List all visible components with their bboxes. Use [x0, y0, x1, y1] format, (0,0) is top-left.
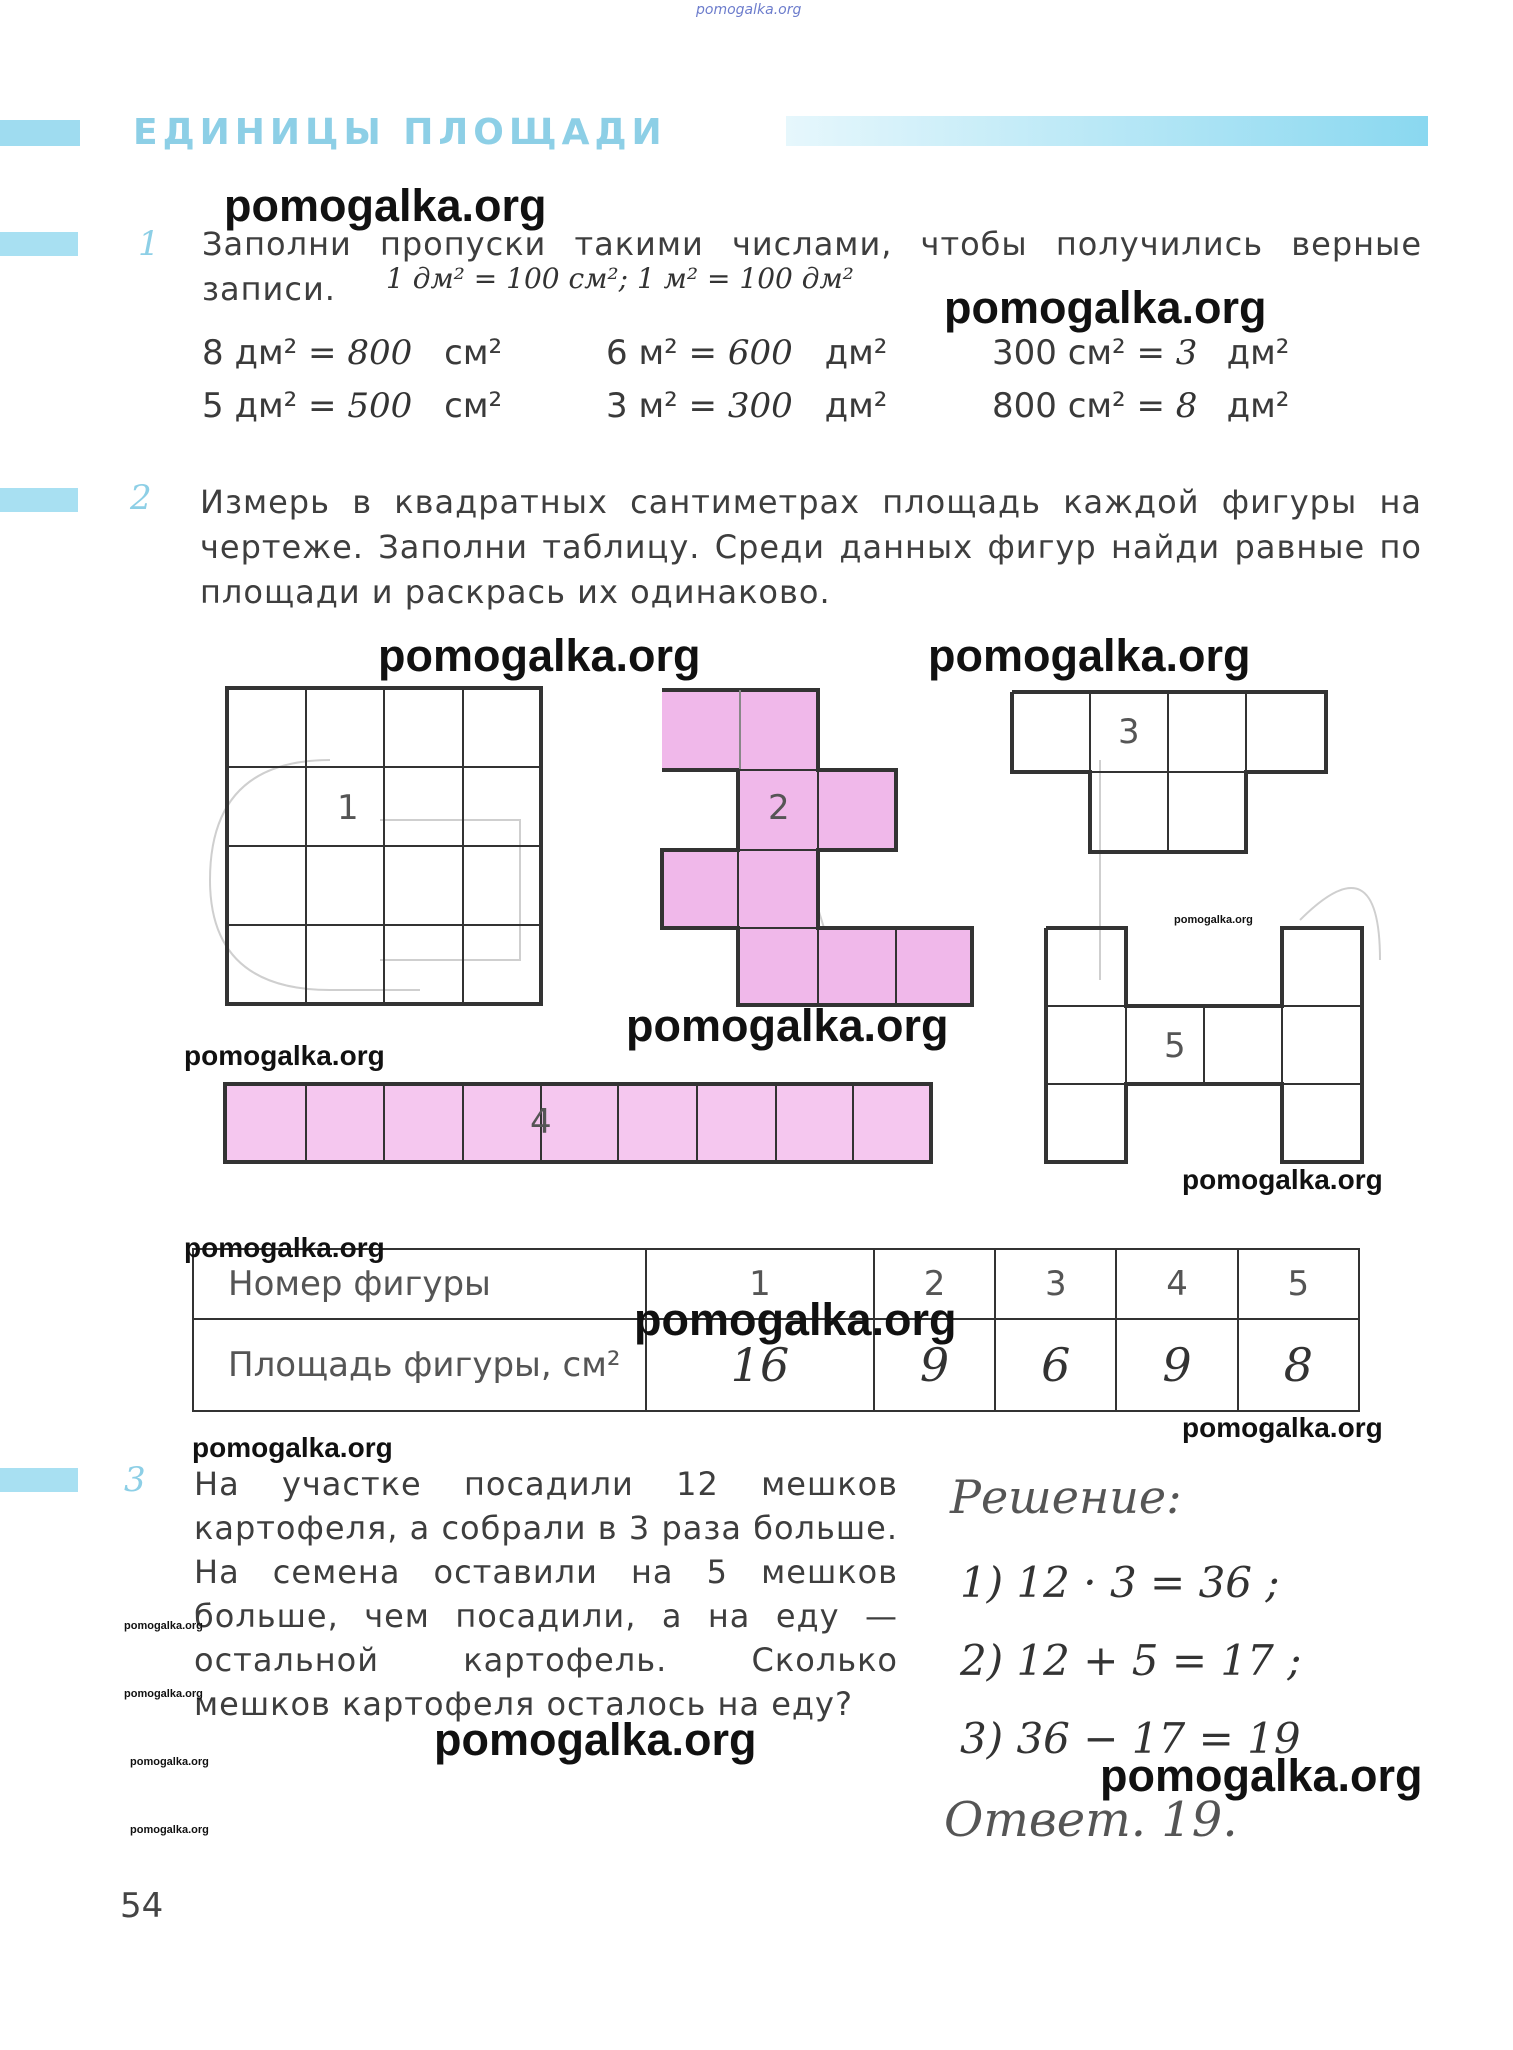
- figure-4: [225, 1084, 931, 1162]
- figure-4-label: 4: [530, 1102, 552, 1142]
- figure-3-label: 3: [1118, 712, 1140, 752]
- answer-line: Ответ. 19.: [944, 1792, 1238, 1848]
- watermark: pomogalka.org: [1182, 1412, 1383, 1443]
- figure-1: [227, 688, 541, 1004]
- solution-step-2: 2) 12 + 5 = 17 ;: [960, 1636, 1302, 1685]
- task1-number: 1: [138, 224, 160, 264]
- watermark: pomogalka.org: [130, 1756, 209, 1768]
- watermark: pomogalka.org: [192, 1432, 393, 1463]
- table-value: 9: [874, 1319, 995, 1411]
- watermark: pomogalka.org: [1100, 1750, 1423, 1801]
- watermark: pomogalka.org: [184, 1232, 385, 1263]
- task2-text: Измерь в квадратных сантиметрах площадь каждой фигуры на чертеже. Заполни таблицу. Среди данных фигур найди равные по площади и раскрась их одинаково.: [200, 483, 1422, 611]
- watermark: pomogalka.org: [634, 1294, 957, 1345]
- task3-text: На участке посадили 12 мешков картофеля, а собрали в 3 раза больше. На семена оставили на 5 мешков больше, чем посадили, а на еду — остальной картофель. Сколько мешков картофеля осталось на еду?: [194, 1465, 898, 1723]
- figure-2-label: 2: [768, 788, 790, 828]
- table-cell: 4: [1116, 1249, 1237, 1319]
- watermark: pomogalka.org: [1174, 914, 1253, 926]
- table-value: 8: [1238, 1319, 1359, 1411]
- watermark: pomogalka.org: [434, 1714, 757, 1765]
- section-title: ЕДИНИЦЫ ПЛОЩАДИ: [133, 112, 667, 153]
- task1-text: Заполни пропуски такими числами, чтобы получились верные записи.: [202, 225, 1422, 308]
- figure-3: [1012, 692, 1326, 852]
- solution-step-1: 1) 12 · 3 = 36 ;: [960, 1558, 1280, 1607]
- figure-1-label: 1: [337, 788, 359, 828]
- watermark: pomogalka.org: [130, 1824, 209, 1836]
- table-cell: 1: [646, 1249, 874, 1319]
- figure-5: [1046, 928, 1362, 1162]
- watermark: pomogalka.org: [928, 630, 1251, 681]
- watermark: pomogalka.org: [626, 1000, 949, 1051]
- watermark: pomogalka.org: [224, 180, 547, 231]
- eq-2-3: 800 см² = 8 дм²: [992, 386, 1290, 426]
- watermark: pomogalka.org: [184, 1040, 385, 1071]
- table-header-label: Номер фигуры: [193, 1249, 646, 1319]
- task2-number: 2: [130, 478, 152, 518]
- table-value: 9: [1116, 1319, 1237, 1411]
- table-cell: 3: [995, 1249, 1116, 1319]
- table-value: 16: [646, 1319, 874, 1411]
- eq-1-1: 8 дм² = 800 см²: [202, 333, 503, 373]
- table-value: 6: [995, 1319, 1116, 1411]
- figure-2: [662, 690, 972, 1005]
- page-number: 54: [120, 1886, 164, 1926]
- eq-1-3: 300 см² = 3 дм²: [992, 333, 1290, 373]
- task1-hint: 1 дм² = 100 см²; 1 м² = 100 дм²: [386, 262, 854, 295]
- eq-1-2: 6 м² = 600 дм²: [606, 333, 888, 373]
- eq-2-1: 5 дм² = 500 см²: [202, 386, 503, 426]
- watermark: pomogalka.org: [378, 630, 701, 681]
- table-cell: 5: [1238, 1249, 1359, 1319]
- table-area-label: Площадь фигуры, см²: [193, 1319, 646, 1411]
- watermark: pomogalka.org: [124, 1620, 203, 1632]
- solution-title: Решение:: [950, 1470, 1182, 1524]
- eq-2-2: 3 м² = 300 дм²: [606, 386, 888, 426]
- watermark: pomogalka.org: [944, 282, 1267, 333]
- task3-marker: [0, 1468, 78, 1492]
- solution-step-3: 3) 36 − 17 = 19: [960, 1714, 1301, 1763]
- figure-5-label: 5: [1164, 1026, 1186, 1066]
- watermark: pomogalka.org: [1182, 1164, 1383, 1195]
- task3-number: 3: [124, 1460, 146, 1500]
- table-cell: 2: [874, 1249, 995, 1319]
- watermark: pomogalka.org: [124, 1688, 203, 1700]
- top-watermark: pomogalka.org: [696, 2, 802, 18]
